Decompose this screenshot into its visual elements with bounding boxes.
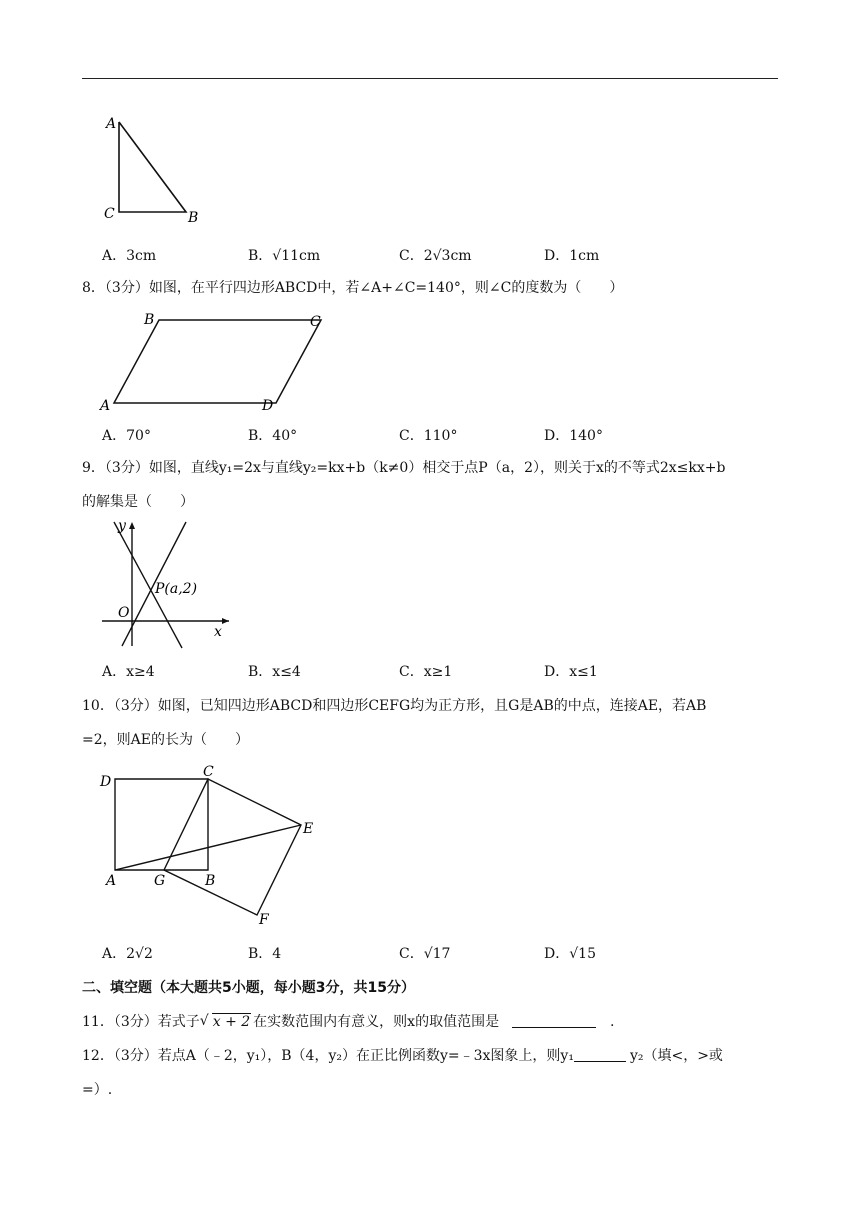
q9-option-a[interactable]: A．x≥4 <box>102 664 155 680</box>
q8-label-b: B <box>144 312 155 328</box>
q7-label-b: B <box>188 210 199 226</box>
q7-option-d[interactable]: D．1cm <box>544 248 600 264</box>
q12-stem-line2: =）. <box>82 1082 113 1098</box>
q8-label-a: A <box>100 398 111 414</box>
q8-option-b[interactable]: B．40° <box>248 428 298 444</box>
q10-squares-figure <box>96 762 326 930</box>
q7-option-c[interactable]: C．2√3cm <box>399 248 472 264</box>
q10-label-e: E <box>303 821 314 837</box>
q11-stem-after: 在实数范围内有意义，则x的取值范围是 <box>253 1014 500 1030</box>
q10-option-a[interactable]: A．2√2 <box>102 946 153 962</box>
q8-label-d: D <box>262 398 274 414</box>
q9-stem-line2: 的解集是（ ） <box>82 494 194 510</box>
q11-stem-before: 11．（3分）若式子 <box>82 1014 200 1030</box>
q10-label-g: G <box>154 873 166 889</box>
q9-label-p: P(a,2) <box>155 581 198 597</box>
q11-radicand: x + 2 <box>212 1014 251 1030</box>
section-two-title: 二、填空题（本大题共5小题，每小题3分，共15分） <box>82 980 415 996</box>
q7-option-a[interactable]: A．3cm <box>102 248 157 264</box>
q9-label-o: O <box>118 605 130 621</box>
q12-stem-part1: 12．（3分）若点A（﹣2，y₁），B（4，y₂）在正比例函数y=﹣3x图象上，则y₁ <box>82 1048 574 1064</box>
q12-answer-blank[interactable] <box>574 1047 626 1062</box>
q10-label-b: B <box>205 873 216 889</box>
radical-sign-icon: √ <box>199 1013 209 1029</box>
q8-option-a[interactable]: A．70° <box>102 428 151 444</box>
q7-option-b[interactable]: B．√11cm <box>248 248 321 264</box>
q10-option-c[interactable]: C．√17 <box>399 946 451 962</box>
q10-label-c: C <box>203 764 214 780</box>
q11-radical <box>200 1012 251 1032</box>
q9-option-c[interactable]: C．x≥1 <box>399 664 453 680</box>
q8-stem: 8．（3分）如图，在平行四边形ABCD中，若∠A+∠C=140°，则∠C的度数为（ ） <box>82 280 624 296</box>
q10-label-f: F <box>259 912 269 928</box>
q9-graph-figure <box>96 518 236 650</box>
q12-stem-part2: y₂（填<，>或 <box>629 1048 723 1064</box>
q9-option-b[interactable]: B．x≤4 <box>248 664 301 680</box>
q10-label-d: D <box>100 774 112 790</box>
q9-label-y: y <box>118 518 126 534</box>
q8-parallelogram-figure <box>96 308 336 414</box>
q9-label-x: x <box>214 624 222 640</box>
q7-label-a: A <box>106 116 117 132</box>
q11-answer-blank[interactable] <box>512 1013 596 1028</box>
q10-option-b[interactable]: B．4 <box>248 946 282 962</box>
q11-stem-end: . <box>609 1014 615 1030</box>
q11-stem <box>82 1012 614 1032</box>
q8-option-d[interactable]: D．140° <box>544 428 603 444</box>
q10-stem-line2: =2，则AE的长为（ ） <box>82 732 249 748</box>
header-rule <box>82 78 778 79</box>
q8-option-c[interactable]: C．110° <box>399 428 458 444</box>
q8-label-c: C <box>310 314 321 330</box>
q7-label-c: C <box>104 206 115 222</box>
q9-option-d[interactable]: D．x≤1 <box>544 664 598 680</box>
q10-label-a: A <box>106 873 117 889</box>
q12-stem-line1 <box>82 1046 723 1066</box>
q7-triangle-figure <box>100 110 210 230</box>
q10-option-d[interactable]: D．√15 <box>544 946 596 962</box>
q10-stem-line1: 10．（3分）如图，已知四边形ABCD和四边形CEFG均为正方形，且G是AB的中点，连接AE，若AB <box>82 698 707 714</box>
q9-stem-line1: 9．（3分）如图，直线y₁=2x与直线y₂=kx+b（k≠0）相交于点P（a，2），则关于x的不等式2x≤kx+b <box>82 460 726 476</box>
